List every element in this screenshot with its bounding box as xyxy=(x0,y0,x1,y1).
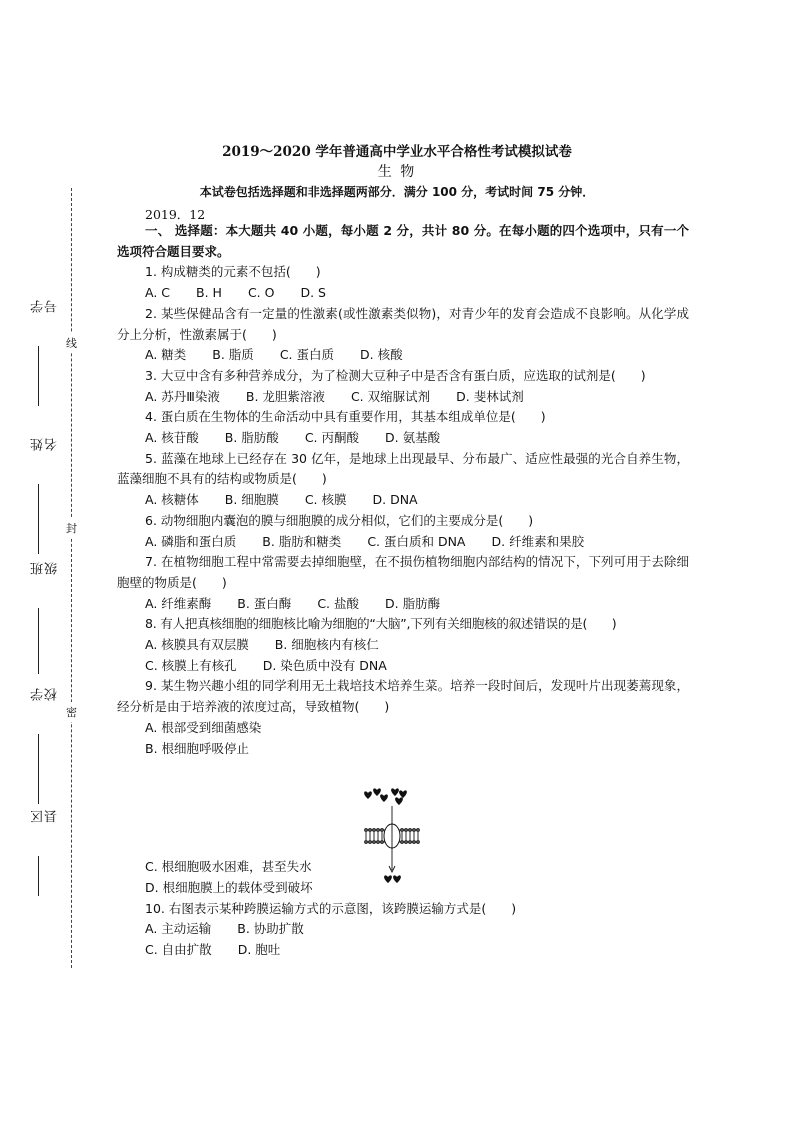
question-stem: 8. 有人把真核细胞的细胞核比喻为细胞的“大脑”,下列有关细胞核的叙述错误的是( ) xyxy=(145,616,617,632)
class-underline xyxy=(38,608,39,674)
option: D. S xyxy=(300,285,326,301)
option: D. DNA xyxy=(372,492,418,508)
option: D. 胞吐 xyxy=(237,942,281,958)
option: D. 氨基酸 xyxy=(385,430,441,446)
question-options xyxy=(117,635,689,656)
option: A. C xyxy=(145,285,171,301)
exam-title: 2019～2020 学年普通高中学业水平合格性考试模拟试卷 xyxy=(222,144,572,160)
question-stem: 6. 动物细胞内囊泡的膜与细胞膜的成分相似，它们的主要成分是( ) xyxy=(145,512,534,528)
option: B. 细胞膜 xyxy=(224,492,279,508)
student-id-underline xyxy=(38,346,39,406)
option: A. 磷脂和蛋白质 xyxy=(145,533,237,549)
membrane-transport-figure xyxy=(362,786,422,886)
question-options xyxy=(117,532,689,553)
question-stem: 5. 蓝藻在地球上已经存在 30 亿年，是地球上出现最早、分布最广、适应性最强的光合自养生物，蓝藻细胞不具有的结构或物质是( ) xyxy=(117,450,689,487)
question-options xyxy=(117,283,689,304)
question-options xyxy=(117,940,689,961)
option: B. 脂肪酸 xyxy=(224,430,279,446)
option: A. 核糖体 xyxy=(145,492,199,508)
option: A. 核苷酸 xyxy=(145,430,199,446)
question-options xyxy=(117,919,689,940)
option: D. 核酸 xyxy=(360,347,403,363)
solute-molecules-low xyxy=(384,875,401,883)
student-id-label: 学号 xyxy=(31,300,60,313)
class-label: 班级 xyxy=(31,562,60,575)
option: A. 糖类 xyxy=(145,347,187,363)
option: B. 脂质 xyxy=(212,347,254,363)
question-stem: 7. 在植物细胞工程中常需要去掉细胞壁，在不损伤植物细胞内部结构的情况下，下列可用于去除细胞壁的物质是( ) xyxy=(117,554,689,590)
option: C. 蛋白质和 DNA xyxy=(367,533,466,549)
question-stem: 2. 某些保健品含有一定量的性激素(或性激素类似物)，对青少年的发育会造成不良影响。从化学成分上分析，性激素属于( ) xyxy=(117,305,689,342)
option: B. 龙胆紫溶液 xyxy=(245,388,325,404)
option: C. 盐酸 xyxy=(317,595,359,611)
question-option: C. 根细胞吸水困难，甚至失水 xyxy=(145,859,312,875)
exam-instructions: 本试卷包括选择题和非选择题两部分．满分 100 分，考试时间 75 分钟． xyxy=(199,185,595,199)
option: C. 核膜 xyxy=(304,492,347,508)
question-stem: 9. 某生物兴趣小组的同学利用无土栽培技术培养生菜。培养一段时间后，发现叶片出现萎蔫现象，经分析是由于培养液的浓度过高，导致植物( ) xyxy=(117,678,689,715)
question-options xyxy=(117,656,689,677)
option: D. 脂肪酶 xyxy=(385,595,441,611)
seal-char-seal: 封 xyxy=(66,518,77,538)
seal-char-close: 密 xyxy=(66,702,77,722)
question-options xyxy=(117,490,689,511)
district-label: 区县 xyxy=(31,810,60,823)
option: C. 双缩脲试剂 xyxy=(350,388,431,404)
question-options xyxy=(117,387,689,408)
option: A. 核膜具有双层膜 xyxy=(145,637,249,653)
option: C. 丙酮酸 xyxy=(304,430,359,446)
option: C. O xyxy=(247,285,275,301)
school-label: 学校 xyxy=(31,688,60,701)
option: B. 蛋白酶 xyxy=(237,595,292,611)
section-heading: 一、 选择题：本大题共 40 小题，每小题 2 分，共计 80 分。在每小题的四个选项中，只有一个选项符合题目要求。 xyxy=(117,223,689,259)
question-stem: 4. 蛋白质在生物体的生命活动中具有重要作用，其基本组成单位是( ) xyxy=(145,409,546,425)
option: D. 纤维素和果胶 xyxy=(491,533,585,549)
question-option: D. 根细胞膜上的载体受到破坏 xyxy=(145,879,313,895)
name-label: 姓名 xyxy=(31,438,60,451)
question-stem: 1. 构成糖类的元素不包括( ) xyxy=(145,264,321,280)
option: B. 协助扩散 xyxy=(237,921,304,937)
question-stem: 10. 右图表示某种跨膜运输方式的示意图，该跨膜运输方式是( ) xyxy=(145,900,517,916)
exam-subject: 生 物 xyxy=(377,164,417,180)
exam-date: 2019．12 xyxy=(145,207,206,222)
option: B. H xyxy=(196,285,222,301)
question-option: A. 根部受到细菌感染 xyxy=(145,719,262,735)
option: B. 细胞核内有核仁 xyxy=(274,637,379,653)
option: A. 主动运输 xyxy=(145,921,212,937)
binding-dashed-line xyxy=(71,188,72,968)
option: A. 纤维素酶 xyxy=(145,595,212,611)
option: D. 染色质中没有 DNA xyxy=(262,657,387,673)
question-options xyxy=(117,428,689,449)
option: A. 苏丹Ⅲ染液 xyxy=(145,388,220,404)
question-options xyxy=(117,345,689,366)
question-stem: 3. 大豆中含有多种营养成分，为了检测大豆种子中是否含有蛋白质，应选取的试剂是( ) xyxy=(145,367,646,383)
seal-char-line: 线 xyxy=(66,333,77,353)
option: C. 核膜上有核孔 xyxy=(145,657,237,673)
option: D. 斐林试剂 xyxy=(456,388,524,404)
option: B. 脂肪和糖类 xyxy=(262,533,342,549)
school-underline xyxy=(38,734,39,804)
name-underline xyxy=(38,484,39,554)
option: C. 蛋白质 xyxy=(279,347,334,363)
district-underline xyxy=(38,856,39,896)
question-options xyxy=(117,594,689,615)
solute-molecules-high xyxy=(364,788,407,805)
question-option: B. 根细胞呼吸停止 xyxy=(145,740,250,756)
option: C. 自由扩散 xyxy=(145,942,212,958)
